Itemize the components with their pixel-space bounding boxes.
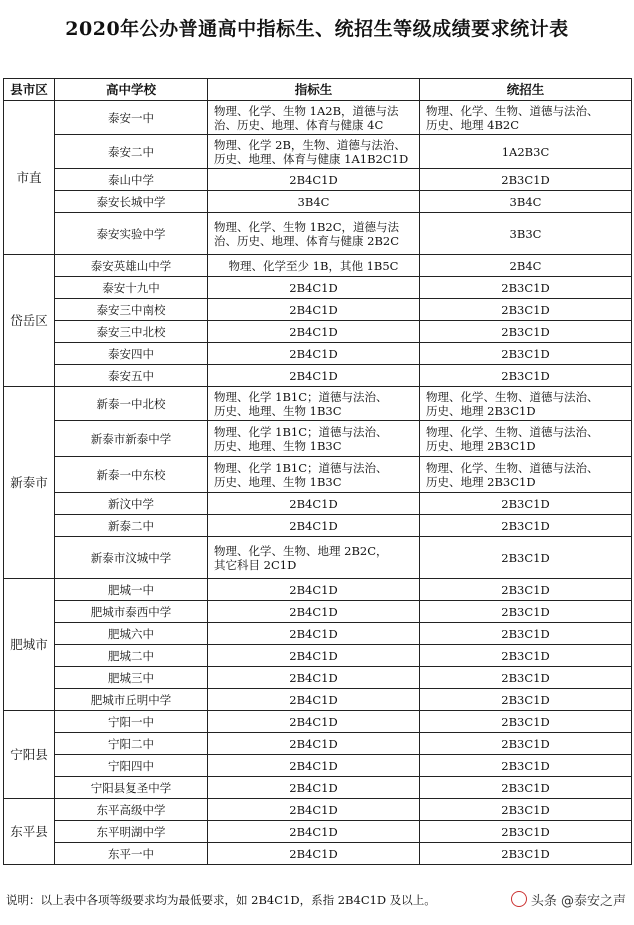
cell-line: 2B3C1D	[501, 302, 550, 317]
table-row	[4, 343, 632, 365]
district-cell: 宁阳县	[4, 711, 55, 799]
school-cell: 泰安长城中学	[55, 191, 208, 213]
district-cell: 东平县	[4, 799, 55, 865]
school-cell: 东平高级中学	[55, 799, 208, 821]
cell-line: 2B4C1D	[289, 582, 338, 597]
table-row	[4, 515, 632, 537]
table-row	[4, 421, 632, 457]
tongzhao-cell	[420, 667, 632, 689]
cell-line: 历史、地理 2B3C1D	[426, 403, 536, 418]
table-row	[4, 601, 632, 623]
cell-line: 2B4C1D	[289, 496, 338, 511]
cell-line: 物理、化学、生物、道德与法治、	[426, 103, 599, 118]
cell-line: 2B4C1D	[289, 736, 338, 751]
table-row	[4, 101, 632, 135]
school-cell: 东平一中	[55, 843, 208, 865]
district-cell: 市直	[4, 101, 55, 255]
tongzhao-cell	[420, 689, 632, 711]
cell-line: 2B4C1D	[289, 824, 338, 839]
cell-line: 2B4C1D	[289, 802, 338, 817]
school-cell: 新汶中学	[55, 493, 208, 515]
tongzhao-cell	[420, 135, 632, 169]
tongzhao-cell	[420, 755, 632, 777]
table-row	[4, 299, 632, 321]
zhibiao-cell	[208, 135, 420, 169]
table-row	[4, 645, 632, 667]
cell-line: 历史、地理、生物 1B3C	[214, 403, 342, 418]
cell-line: 治、历史、地理、体育与健康 4C	[214, 117, 384, 132]
cell-line: 2B4C1D	[289, 670, 338, 685]
zhibiao-cell	[208, 667, 420, 689]
tongzhao-cell	[420, 821, 632, 843]
table-row	[4, 755, 632, 777]
cell-line: 历史、地理、生物 1B3C	[214, 438, 342, 453]
tongzhao-cell	[420, 843, 632, 865]
zhibiao-cell	[208, 255, 420, 277]
table-row	[4, 537, 632, 579]
zhibiao-cell	[208, 689, 420, 711]
cell-line: 2B3C1D	[501, 324, 550, 339]
table-row	[4, 365, 632, 387]
table-row	[4, 457, 632, 493]
school-cell: 肥城市丘明中学	[55, 689, 208, 711]
tongzhao-cell	[420, 493, 632, 515]
district-cell: 新泰市	[4, 387, 55, 579]
tongzhao-cell	[420, 343, 632, 365]
tongzhao-cell	[420, 191, 632, 213]
school-cell: 泰安三中北校	[55, 321, 208, 343]
table-row	[4, 387, 632, 421]
zhibiao-cell	[208, 493, 420, 515]
watermark	[511, 890, 626, 909]
school-cell: 泰安英雄山中学	[55, 255, 208, 277]
table-row	[4, 135, 632, 169]
table-row	[4, 821, 632, 843]
table-row	[4, 733, 632, 755]
cell-line: 2B3C1D	[501, 670, 550, 685]
school-cell: 泰安三中南校	[55, 299, 208, 321]
zhibiao-cell	[208, 821, 420, 843]
zhibiao-cell	[208, 365, 420, 387]
cell-line: 2B3C1D	[501, 550, 550, 565]
school-cell: 泰安实验中学	[55, 213, 208, 255]
tongzhao-cell	[420, 365, 632, 387]
cell-line: 2B4C1D	[289, 172, 338, 187]
school-cell: 宁阳四中	[55, 755, 208, 777]
table-row	[4, 255, 632, 277]
school-cell: 肥城市泰西中学	[55, 601, 208, 623]
school-cell: 新泰市汶城中学	[55, 537, 208, 579]
cell-line: 物理、化学 1B1C；道德与法治、	[214, 389, 388, 404]
school-cell: 东平明湖中学	[55, 821, 208, 843]
school-cell: 宁阳二中	[55, 733, 208, 755]
header-school: 高中学校	[55, 79, 208, 101]
zhibiao-cell	[208, 343, 420, 365]
cell-line: 物理、化学 1B1C；道德与法治、	[214, 460, 388, 475]
zhibiao-cell	[208, 777, 420, 799]
school-cell: 新泰二中	[55, 515, 208, 537]
cell-line: 其它科目 2C1D	[214, 557, 297, 572]
cell-line: 2B3C1D	[501, 846, 550, 861]
table-row	[4, 623, 632, 645]
zhibiao-cell	[208, 601, 420, 623]
cell-line: 3B3C	[509, 226, 542, 241]
district-cell: 肥城市	[4, 579, 55, 711]
cell-line: 2B3C1D	[501, 714, 550, 729]
header-zhibiao: 指标生	[208, 79, 420, 101]
header-tongzhao: 统招生	[420, 79, 632, 101]
table-row	[4, 799, 632, 821]
school-cell: 泰安二中	[55, 135, 208, 169]
tongzhao-cell	[420, 101, 632, 135]
cell-line: 2B4C1D	[289, 302, 338, 317]
footnote: 说明：以上表中各项等级要求均为最低要求，如 2B4C1D，系指 2B4C1D 及以上。	[6, 893, 436, 907]
cell-line: 物理、化学 1B1C；道德与法治、	[214, 424, 388, 439]
cell-line: 2B4C1D	[289, 846, 338, 861]
table-row	[4, 277, 632, 299]
zhibiao-cell	[208, 645, 420, 667]
cell-line: 2B3C1D	[501, 802, 550, 817]
zhibiao-cell	[208, 321, 420, 343]
tongzhao-cell	[420, 213, 632, 255]
tongzhao-cell	[420, 799, 632, 821]
zhibiao-cell	[208, 799, 420, 821]
cell-line: 2B3C1D	[501, 496, 550, 511]
cell-line: 2B4C1D	[289, 692, 338, 707]
district-cell: 岱岳区	[4, 255, 55, 387]
cell-line: 物理、化学、生物、道德与法治、	[426, 460, 599, 475]
table-row	[4, 711, 632, 733]
cell-line: 2B3C1D	[501, 346, 550, 361]
cell-line: 2B4C1D	[289, 758, 338, 773]
cell-line: 2B4C	[509, 258, 542, 273]
cell-line: 2B3C1D	[501, 626, 550, 641]
table-row	[4, 169, 632, 191]
zhibiao-cell	[208, 191, 420, 213]
table-row	[4, 777, 632, 799]
header-district: 县市区	[4, 79, 55, 101]
cell-line: 2B4C1D	[289, 368, 338, 383]
school-cell: 肥城六中	[55, 623, 208, 645]
cell-line: 2B3C1D	[501, 780, 550, 795]
zhibiao-cell	[208, 213, 420, 255]
school-cell: 泰安一中	[55, 101, 208, 135]
school-cell: 宁阳县复圣中学	[55, 777, 208, 799]
zhibiao-cell	[208, 537, 420, 579]
tongzhao-cell	[420, 299, 632, 321]
cell-line: 3B4C	[297, 194, 330, 209]
school-cell: 肥城三中	[55, 667, 208, 689]
cell-line: 2B4C1D	[289, 518, 338, 533]
table-row	[4, 843, 632, 865]
tongzhao-cell	[420, 711, 632, 733]
cell-line: 2B3C1D	[501, 518, 550, 533]
tongzhao-cell	[420, 457, 632, 493]
cell-line: 2B4C1D	[289, 346, 338, 361]
zhibiao-cell	[208, 457, 420, 493]
zhibiao-cell	[208, 755, 420, 777]
cell-line: 物理、化学、生物 1B2C，道德与法	[214, 219, 400, 234]
cell-line: 2B4C1D	[289, 648, 338, 663]
cell-line: 2B3C1D	[501, 824, 550, 839]
cell-line: 2B3C1D	[501, 692, 550, 707]
cell-line: 物理、化学、生物、道德与法治、	[426, 389, 599, 404]
cell-line: 物理、化学 2B，生物、道德与法治、	[214, 137, 406, 152]
cell-line: 物理、化学、生物 1A2B，道德与法	[214, 103, 399, 118]
zhibiao-cell	[208, 579, 420, 601]
cell-line: 2B3C1D	[501, 758, 550, 773]
cell-line: 1A2B3C	[501, 144, 550, 159]
watermark-text: 头条 @泰安之声	[530, 894, 626, 909]
tongzhao-cell	[420, 277, 632, 299]
cell-line: 3B4C	[509, 194, 542, 209]
cell-line: 2B3C1D	[501, 368, 550, 383]
school-cell: 新泰一中北校	[55, 387, 208, 421]
table-header-row	[4, 79, 632, 101]
cell-line: 物理、化学至少 1B，其他 1B5C	[228, 258, 399, 273]
cell-line: 2B4C1D	[289, 324, 338, 339]
tongzhao-cell	[420, 255, 632, 277]
zhibiao-cell	[208, 101, 420, 135]
table-row	[4, 191, 632, 213]
tongzhao-cell	[420, 601, 632, 623]
school-cell: 新泰一中东校	[55, 457, 208, 493]
cell-line: 2B4C1D	[289, 626, 338, 641]
school-cell: 泰安四中	[55, 343, 208, 365]
cell-line: 历史、地理、体育与健康 1A1B2C1D	[214, 151, 409, 166]
cell-line: 2B3C1D	[501, 280, 550, 295]
cell-line: 历史、地理 2B3C1D	[426, 474, 536, 489]
logo-icon	[511, 891, 527, 907]
zhibiao-cell	[208, 711, 420, 733]
cell-line: 2B4C1D	[289, 780, 338, 795]
cell-line: 2B3C1D	[501, 736, 550, 751]
cell-line: 2B4C1D	[289, 714, 338, 729]
tongzhao-cell	[420, 579, 632, 601]
table-row	[4, 689, 632, 711]
table-row	[4, 667, 632, 689]
cell-line: 物理、化学、生物、地理 2B2C，	[214, 543, 388, 558]
table-row	[4, 579, 632, 601]
cell-line: 历史、地理 4B2C	[426, 117, 520, 132]
cell-line: 2B3C1D	[501, 582, 550, 597]
zhibiao-cell	[208, 387, 420, 421]
cell-line: 2B3C1D	[501, 648, 550, 663]
zhibiao-cell	[208, 843, 420, 865]
tongzhao-cell	[420, 733, 632, 755]
cell-line: 2B4C1D	[289, 604, 338, 619]
school-cell: 泰安五中	[55, 365, 208, 387]
tongzhao-cell	[420, 515, 632, 537]
cell-line: 物理、化学、生物、道德与法治、	[426, 424, 599, 439]
page-title: 2020年公办普通高中指标生、统招生等级成绩要求统计表	[65, 18, 569, 40]
zhibiao-cell	[208, 733, 420, 755]
tongzhao-cell	[420, 777, 632, 799]
cell-line: 2B3C1D	[501, 172, 550, 187]
zhibiao-cell	[208, 277, 420, 299]
table-row	[4, 321, 632, 343]
tongzhao-cell	[420, 623, 632, 645]
table-row	[4, 213, 632, 255]
school-cell: 宁阳一中	[55, 711, 208, 733]
tongzhao-cell	[420, 169, 632, 191]
zhibiao-cell	[208, 421, 420, 457]
school-cell: 新泰市新泰中学	[55, 421, 208, 457]
school-cell: 泰安十九中	[55, 277, 208, 299]
tongzhao-cell	[420, 387, 632, 421]
zhibiao-cell	[208, 299, 420, 321]
tongzhao-cell	[420, 645, 632, 667]
zhibiao-cell	[208, 169, 420, 191]
cell-line: 2B4C1D	[289, 280, 338, 295]
zhibiao-cell	[208, 515, 420, 537]
tongzhao-cell	[420, 421, 632, 457]
requirements-table	[3, 78, 632, 865]
tongzhao-cell	[420, 321, 632, 343]
tongzhao-cell	[420, 537, 632, 579]
school-cell: 肥城二中	[55, 645, 208, 667]
cell-line: 治、历史、地理、体育与健康 2B2C	[214, 233, 400, 248]
school-cell: 泰山中学	[55, 169, 208, 191]
table-row	[4, 493, 632, 515]
zhibiao-cell	[208, 623, 420, 645]
school-cell: 肥城一中	[55, 579, 208, 601]
cell-line: 2B3C1D	[501, 604, 550, 619]
cell-line: 历史、地理、生物 1B3C	[214, 474, 342, 489]
cell-line: 历史、地理 2B3C1D	[426, 438, 536, 453]
table-body	[4, 101, 632, 865]
